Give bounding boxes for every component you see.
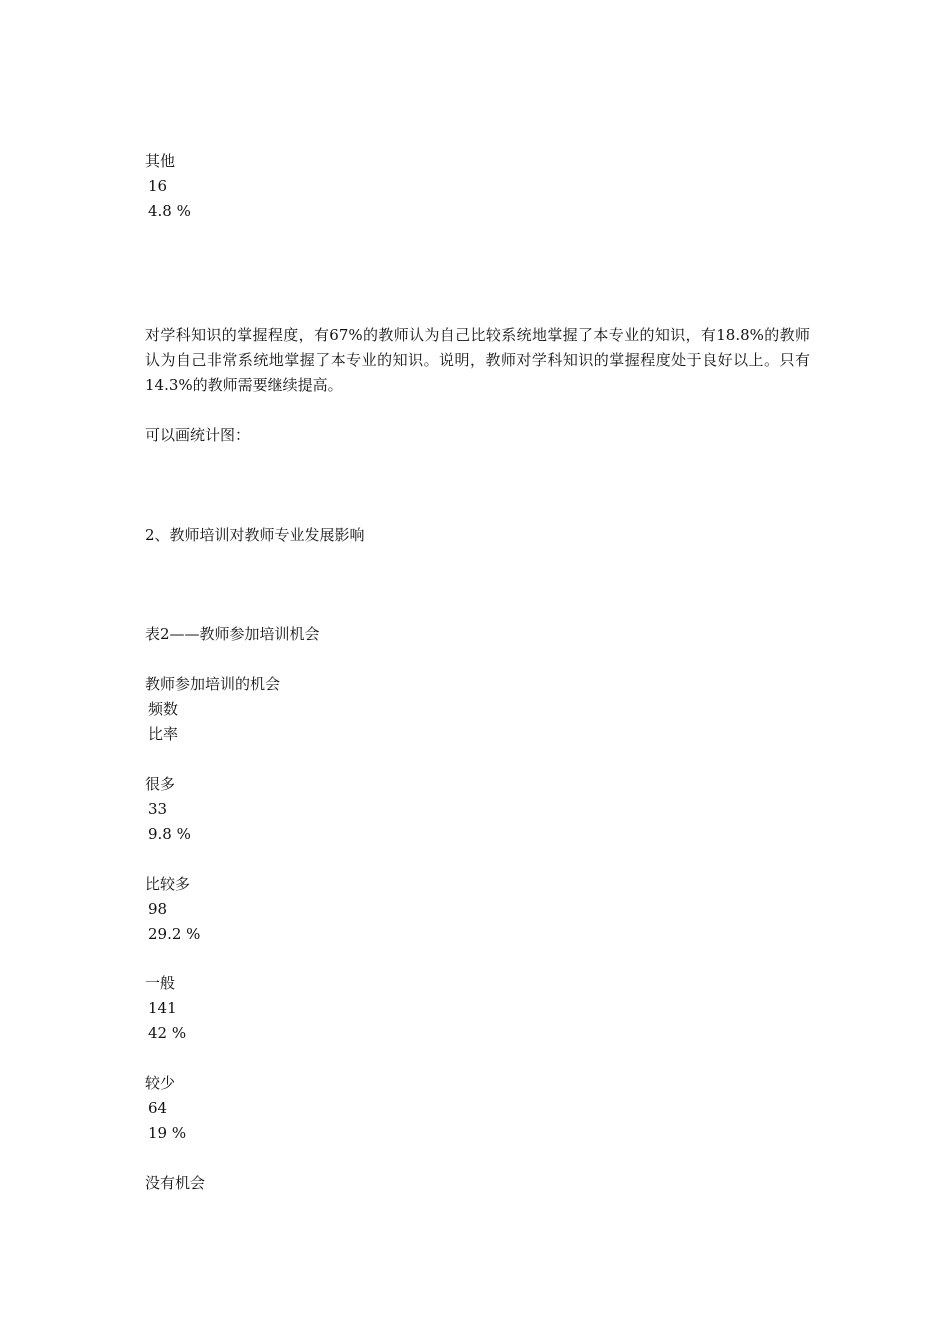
table-row-ratio: 42 % (148, 1024, 187, 1042)
table-header-col3: 比率 (148, 725, 179, 743)
table-row-label: 很多 (145, 775, 176, 793)
table-row-label: 较少 (145, 1074, 176, 1092)
table-row-count: 33 (148, 800, 168, 818)
table-row-count: 141 (148, 999, 177, 1017)
table-caption: 表2——教师参加培训机会 (145, 625, 320, 643)
table-row-ratio: 9.8 % (148, 825, 191, 843)
table1-row-ratio: 4.8 % (148, 202, 191, 220)
table-row-ratio: 19 % (148, 1124, 187, 1142)
table-header-col1: 教师参加培训的机会 (145, 675, 281, 693)
section-heading: 2、教师培训对教师专业发展影响 (145, 526, 365, 544)
table1-row-count: 16 (148, 177, 168, 195)
table1-row-label: 其他 (145, 152, 176, 170)
table-row-label: 一般 (145, 974, 176, 992)
table-row-count: 98 (148, 900, 168, 918)
table-row-ratio: 29.2 % (148, 925, 201, 943)
table-row-count: 64 (148, 1099, 168, 1117)
table-row-label: 没有机会 (145, 1174, 206, 1192)
table-header-col2: 频数 (148, 700, 179, 718)
analysis-paragraph: 对学科知识的掌握程度，有67%的教师认为自己比较系统地掌握了本专业的知识，有18.8%的教师认为自己非常系统地掌握了本专业的知识。说明，教师对学科知识的掌握程度处于良好以上。只有14.3%的教师需要继续提高。 (145, 326, 810, 394)
chart-note: 可以画统计图： (145, 426, 251, 444)
table-row-label: 比较多 (145, 875, 191, 893)
